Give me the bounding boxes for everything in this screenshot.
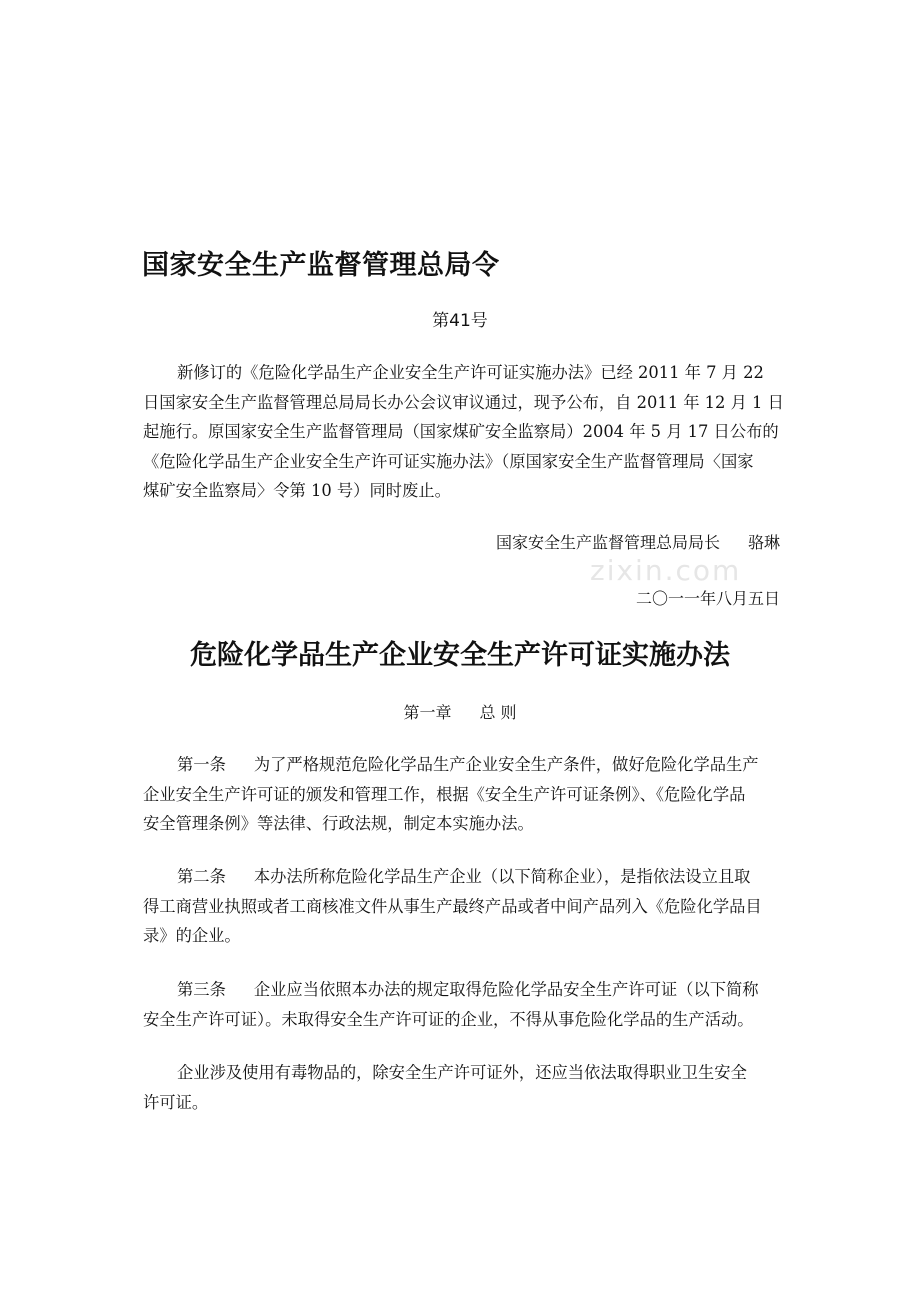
order-number: 第41号 [432, 311, 488, 331]
article-line: 企业安全生产许可证的颁发和管理工作，根据《安全生产许可证条例》、《危险化学品 [143, 784, 746, 804]
paragraph-line: 《危险化学品生产企业安全生产许可证实施办法》（原国家安全生产监督管理局〈国家 [143, 451, 754, 471]
article-1 [143, 750, 783, 839]
article-label: 第一条 [177, 755, 226, 774]
article-line: 安全管理条例》等法律、行政法规，制定本实施办法。 [143, 814, 534, 833]
article-line: 录》的企业。 [143, 926, 241, 945]
paragraph-line: 起施行。原国家安全生产监督管理局（国家煤矿安全监察局）2004 年 5 月 17 日公布的 [143, 422, 779, 441]
signature-name: 骆琳 [747, 533, 780, 552]
order-date: 二〇一一年八月五日 [635, 589, 780, 608]
article-line: 本办法所称危险化学品生产企业（以下简称企业），是指依法设立且取 [253, 867, 751, 886]
paragraph-line: 新修订的《危险化学品生产企业安全生产许可证实施办法》已经 2011 年 7 月 22 [177, 363, 764, 382]
article-line: 为了严格规范危险化学品生产企业安全生产条件，做好危险化学品生产 [253, 755, 759, 774]
article-line: 安全生产许可证）。未取得安全生产许可证的企业，不得从事危险化学品的生产活动。 [143, 1009, 754, 1029]
article-line: 许可证。 [143, 1092, 209, 1112]
article-3-paragraph-2 [143, 1058, 783, 1117]
article-2 [143, 862, 783, 951]
article-line: 得工商营业执照或者工商核准文件从事生产最终产品或者中间产品列入《危险化学品目 [143, 896, 762, 916]
paragraph-line: 日国家安全生产监督管理总局局长办公会议审议通过，现予公布，自 2011 年 12 月 1 日 [143, 392, 784, 412]
article-3 [143, 975, 783, 1034]
chapter-heading [0, 700, 920, 723]
article-label: 第二条 [177, 867, 226, 886]
chapter-label: 第一章 [403, 703, 452, 722]
order-paragraph [143, 358, 783, 506]
regulation-title: 危险化学品生产企业安全生产许可证实施办法 [190, 640, 730, 671]
chapter-title: 总 则 [479, 703, 517, 722]
paragraph-line: 煤矿安全监察局〉令第 10 号）同时废止。 [143, 481, 451, 500]
signature-title: 国家安全生产监督管理总局局长 [495, 533, 720, 552]
order-title: 国家安全生产监督管理总局令 [142, 250, 500, 281]
article-line: 企业应当依照本办法的规定取得危险化学品安全生产许可证（以下简称 [253, 980, 759, 999]
signature [496, 533, 780, 553]
article-line: 企业涉及使用有毒物品的，除安全生产许可证外，还应当依法取得职业卫生安全 [177, 1063, 747, 1082]
watermark: zixin.com [590, 554, 742, 587]
article-label: 第三条 [177, 980, 226, 999]
